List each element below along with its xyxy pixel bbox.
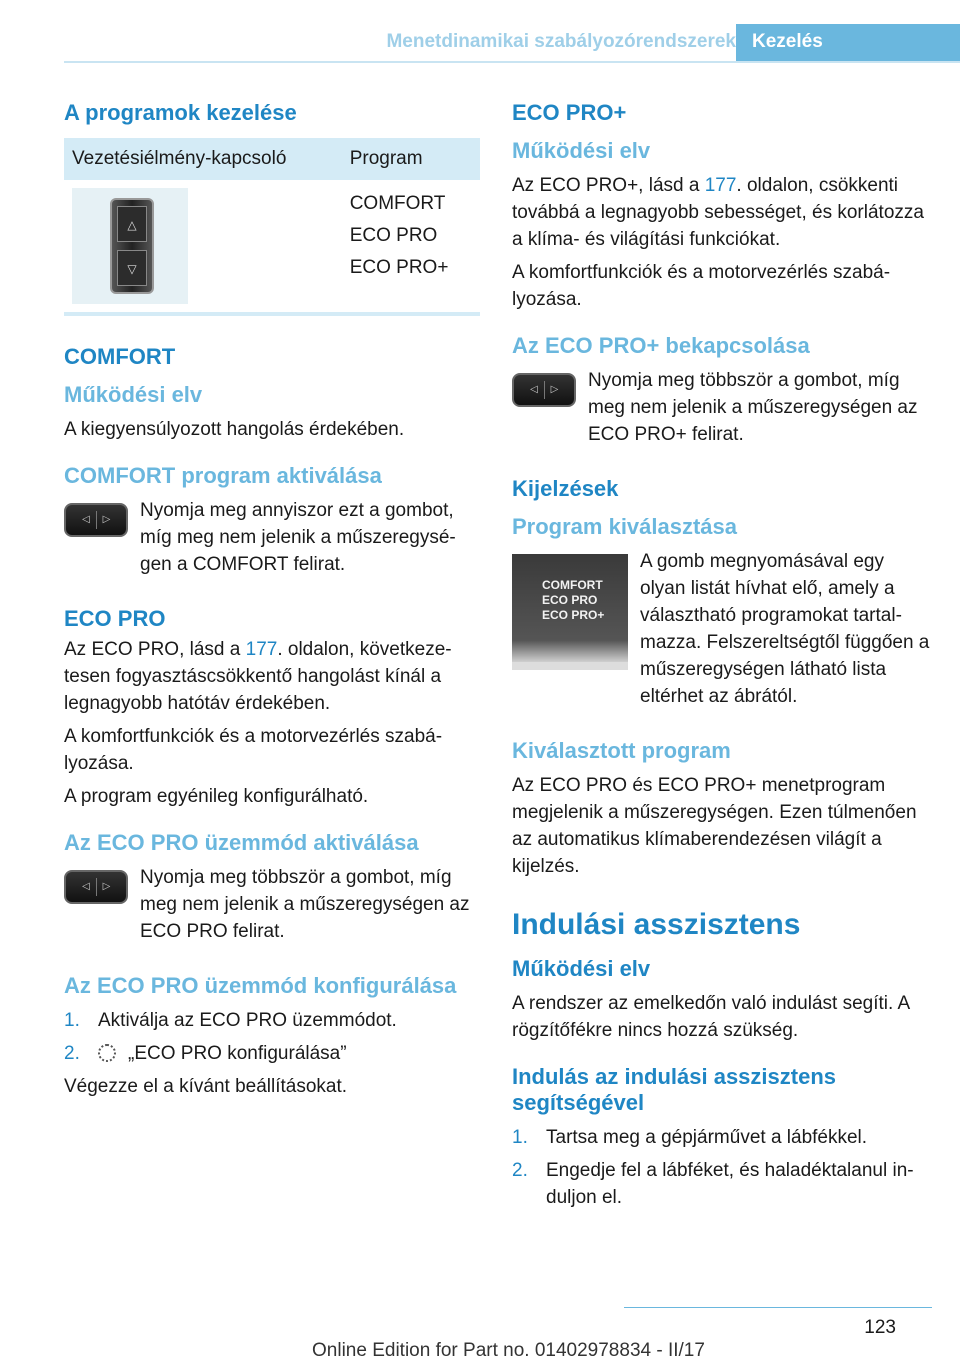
switch-image-cell — [64, 180, 342, 312]
program-list-cell — [342, 180, 480, 312]
mode-button-icon: ◁ ▷ — [64, 503, 128, 537]
mode-button-icon: ◁ ▷ — [64, 870, 128, 904]
arrow-up-icon: △ — [117, 206, 147, 242]
header-rule — [64, 61, 960, 63]
eco-pro-after-steps: Végezze el a kívánt beállításokat. — [64, 1076, 348, 1097]
eco-pro-config-steps — [64, 1007, 480, 1067]
program-eco-pro-plus: ECO PRO+ — [349, 257, 449, 278]
page-link-177[interactable]: 177 — [245, 639, 278, 660]
eco-pro-plus-activate-row — [512, 367, 930, 454]
eco-pro-plus-text1: Az ECO PRO+, lásd a 177. oldalon, csökkenti továbbá a legnagyobb sebességet, és korlátozza a klíma- és világítási funkciókat. — [512, 175, 924, 250]
start-assist-steps — [512, 1124, 930, 1211]
header-chapter-tab: Kezelés — [736, 24, 960, 61]
start-assist-principle-title: Működési elv — [512, 956, 651, 981]
program-select-title: Program kiválasztása — [512, 514, 738, 539]
eco-pro-plus-principle-title: Működési elv — [512, 138, 651, 163]
right-column — [512, 100, 930, 1217]
table-header-program: Program — [342, 138, 480, 180]
page-link-177[interactable]: 177 — [704, 175, 737, 196]
display-line: ECO PRO+ — [542, 608, 605, 622]
table-header-switch: Vezetésiélmény-kapcsoló — [64, 138, 342, 180]
page-header — [64, 24, 960, 61]
edition-line: Online Edition for Part no. 01402978834 - II/17 — [312, 1340, 705, 1361]
selected-program-text: Az ECO PRO és ECO PRO+ menetprogram megjelenik a műszeregységen. Ezen túlmenően az automatikus klímaberendezésen világít a kijelzés. — [512, 775, 917, 877]
gear-icon — [98, 1044, 116, 1062]
eco-pro-text2: A komfortfunkciók és a motorvezérlés szabályozása. — [64, 726, 443, 774]
eco-pro-plus-title: ECO PRO+ — [512, 100, 627, 125]
start-assist-usage-title: Indulás az indulási asszisztens segítségével — [512, 1064, 836, 1115]
displays-title: Kijelzések — [512, 476, 619, 501]
eco-pro-title: ECO PRO — [64, 606, 166, 631]
mode-button-icon: ◁ ▷ — [512, 373, 576, 407]
instrument-display-image — [512, 554, 628, 670]
footer-rule — [624, 1307, 932, 1308]
program-select-text: A gomb megnyomásával egy olyan listát hívhat elő, amely a választható programokat tartalmazza. Felszereltségtől függően a műszeregységen látható lista eltérhet az ábrától. — [640, 551, 930, 707]
eco-pro-plus-activate-text: Nyomja meg többször a gombot, míg meg nem jelenik a műszeregységen az ECO PRO+ felirat. — [588, 370, 918, 445]
eco-pro-activate-row — [64, 864, 480, 951]
list-item: 2. „ECO PRO konfigurálása” — [64, 1043, 347, 1064]
comfort-activate-row — [64, 497, 480, 584]
eco-pro-activate-text: Nyomja meg többször a gombot, míg meg nem jelenik a műszeregységen az ECO PRO felirat. — [140, 867, 470, 942]
comfort-activate-title: COMFORT program aktiválása — [64, 463, 382, 488]
eco-pro-text1: Az ECO PRO, lásd a 177. oldalon, következetesen fogyasztáscsökkentő hangolást kínál a legnagyobb hatótáv érdekében. — [64, 639, 452, 714]
eco-pro-config-title: Az ECO PRO üzemmód konfigurálása — [64, 973, 457, 998]
header-section-title: Menetdinamikai szabályozórendszerek — [386, 31, 736, 52]
list-item: 2. Engedje fel a lábféket, és haladéktalanul induljon el. — [512, 1160, 914, 1208]
page-number: 123 — [864, 1317, 896, 1338]
comfort-principle-title: Működési elv — [64, 382, 203, 407]
program-table — [64, 138, 480, 312]
driving-experience-switch-image — [72, 188, 188, 304]
eco-pro-text3: A program egyénileg konfigurálható. — [64, 786, 369, 807]
programs-title: A programok kezelése — [64, 100, 297, 125]
program-comfort: COMFORT — [349, 193, 446, 214]
eco-pro-activate-title: Az ECO PRO üzemmód aktiválása — [64, 830, 419, 855]
comfort-principle-text: A kiegyensúlyozott hangolás érdekében. — [64, 419, 405, 440]
comfort-activate-text: Nyomja meg annyiszor ezt a gombot, míg meg nem jelenik a műszeregységen a COMFORT felirat. — [140, 500, 456, 575]
selected-program-title: Kiválasztott program — [512, 738, 731, 763]
list-item: 1. Tartsa meg a gépjárművet a lábfékkel. — [512, 1127, 868, 1148]
eco-pro-plus-text2: A komfortfunkciók és a motorvezérlés szabályozása. — [512, 262, 891, 310]
program-eco-pro: ECO PRO — [349, 225, 438, 246]
arrow-down-icon: ▽ — [117, 250, 147, 286]
start-assist-principle-text: A rendszer az emelkedőn való indulást segíti. A rögzítőfékre nincs hozzá szükség. — [512, 993, 910, 1041]
switch-body — [110, 198, 154, 294]
eco-pro-plus-activate-title: Az ECO PRO+ bekapcsolása — [512, 333, 810, 358]
display-line: ECO PRO — [542, 593, 598, 607]
display-line: COMFORT — [542, 578, 603, 592]
left-column — [64, 100, 480, 1106]
comfort-title: COMFORT — [64, 344, 176, 369]
program-select-row — [512, 548, 930, 716]
start-assist-title: Indulási asszisztens — [512, 908, 801, 941]
list-item: 1. Aktiválja az ECO PRO üzemmódot. — [64, 1010, 397, 1031]
table-bottom-rule — [64, 312, 480, 316]
